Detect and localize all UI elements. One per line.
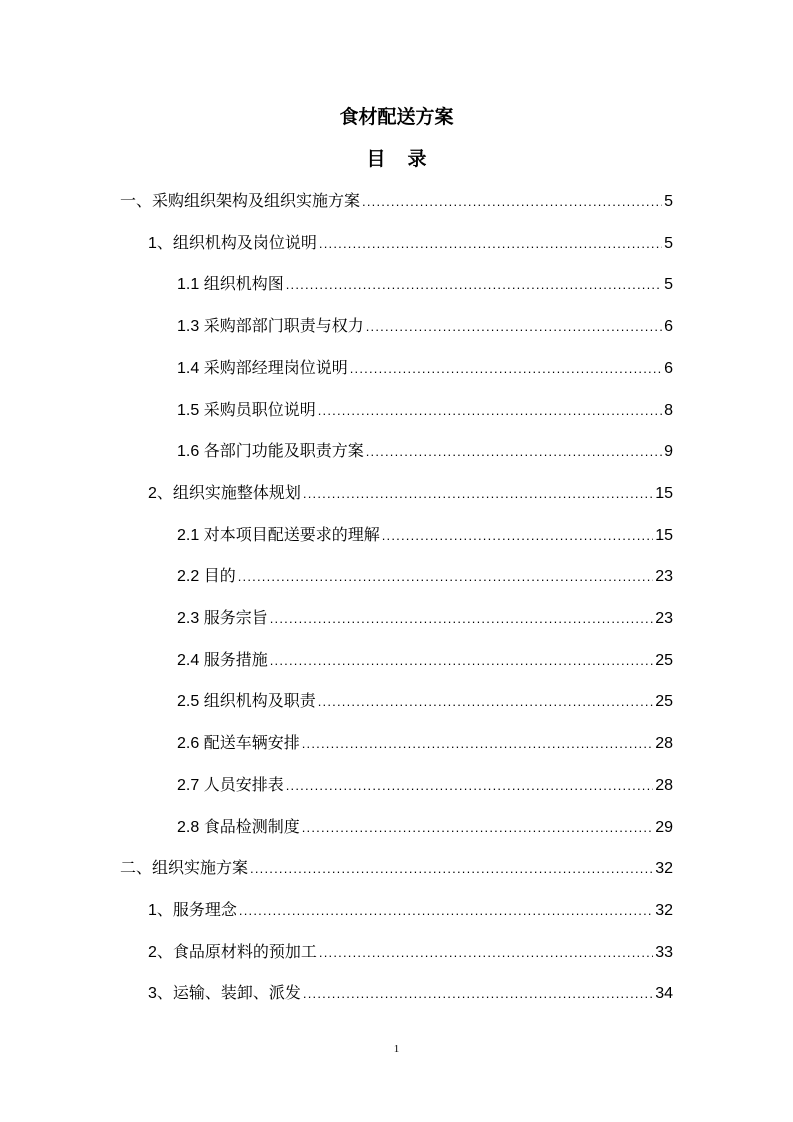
toc-entry-label — [148, 895, 239, 926]
toc-entry-page: 25 — [655, 693, 673, 711]
toc-entry-label — [177, 520, 382, 551]
toc-entry-page: 29 — [655, 818, 673, 836]
toc-entry-page: 6 — [664, 318, 673, 336]
toc-entry[interactable] — [177, 812, 673, 842]
toc-entry-label — [177, 686, 318, 717]
toc-entry-title: 各部门功能及职责方案 — [203, 441, 364, 461]
toc-entry[interactable] — [177, 311, 673, 341]
toc-entry-number: 1、 — [148, 901, 173, 919]
toc-entry-number: 2、 — [148, 943, 173, 961]
toc-entry[interactable] — [120, 186, 673, 216]
toc-entry-number: 二、 — [120, 860, 153, 878]
toc-entry-title: 配送车辆安排 — [203, 733, 300, 753]
toc-dot-leader — [239, 896, 653, 926]
toc-entry-label — [177, 728, 302, 759]
toc-dot-leader — [319, 229, 662, 259]
toc-entry-page: 5 — [664, 193, 673, 210]
toc-entry-number: 1.6 — [177, 443, 204, 461]
toc-entry-label — [177, 770, 286, 801]
toc-entry-page: 8 — [664, 401, 673, 419]
toc-entry[interactable] — [177, 645, 673, 675]
toc-entry-label — [148, 478, 303, 509]
toc-entry-title: 目的 — [203, 566, 236, 586]
toc-entry-title: 组织机构及岗位说明 — [172, 232, 317, 252]
toc-entry-title: 服务理念 — [172, 899, 237, 919]
toc-entry-number: 2.6 — [177, 735, 204, 753]
toc-entry-title: 服务宗旨 — [203, 608, 268, 627]
toc-entry[interactable] — [148, 478, 673, 508]
toc-entry-label — [177, 812, 302, 843]
toc-entry-number: 1.3 — [177, 318, 204, 336]
toc-entry-number: 2.1 — [177, 526, 204, 544]
toc-entry-number: 2.3 — [177, 610, 204, 627]
toc-entry-page: 9 — [664, 443, 673, 461]
toc-entry-page: 23 — [655, 610, 673, 627]
toc-entry-label — [177, 436, 366, 467]
toc-entry-number: 1.4 — [177, 359, 204, 377]
toc-entry-label — [148, 228, 319, 259]
toc-dot-leader — [350, 354, 662, 384]
toc-entry-title: 食品检测制度 — [203, 816, 300, 836]
toc-dot-leader — [319, 938, 653, 968]
toc-entry-label — [177, 353, 350, 384]
toc-entry[interactable] — [148, 228, 673, 258]
toc-entry-label — [120, 186, 362, 217]
toc-entry[interactable] — [148, 937, 673, 967]
toc-entry-page: 25 — [655, 651, 673, 669]
toc-entry-number: 1.5 — [177, 401, 204, 419]
toc-entry-number: 一、 — [120, 193, 153, 210]
toc-entry[interactable] — [177, 770, 673, 800]
toc-dot-leader — [366, 437, 662, 467]
toc-entry-label — [177, 603, 270, 634]
toc-dot-leader — [302, 729, 654, 759]
toc-entry-title: 组织实施方案 — [152, 858, 249, 878]
toc-dot-leader — [318, 396, 662, 426]
toc-entry-page: 5 — [664, 276, 673, 294]
toc-entry-title: 食品原材料的预加工 — [172, 941, 317, 961]
toc-entry-title: 对本项目配送要求的理解 — [203, 524, 380, 544]
toc-entry-number: 1.1 — [177, 276, 204, 294]
toc-entry[interactable] — [120, 853, 673, 883]
document-title: 食材配送方案 — [339, 106, 454, 128]
toc-entry-number: 2.2 — [177, 568, 204, 586]
toc-dot-leader — [303, 479, 653, 509]
toc-entry-title: 采购组织架构及组织实施方案 — [152, 191, 361, 210]
toc-entry-label — [120, 853, 250, 884]
toc-entry[interactable] — [177, 269, 673, 299]
toc-entry-title: 组织实施整体规划 — [172, 482, 301, 502]
toc-entry[interactable] — [177, 353, 673, 383]
toc-entry-page: 28 — [655, 776, 673, 794]
toc-entry-label — [148, 978, 303, 1009]
toc-entry[interactable] — [177, 686, 673, 716]
toc-entry-number: 2.8 — [177, 818, 204, 836]
toc-entry[interactable] — [177, 561, 673, 591]
toc-entry-page: 23 — [655, 568, 673, 586]
toc-dot-leader — [302, 813, 654, 843]
toc-entry-title: 运输、装卸、派发 — [172, 983, 301, 1003]
toc-entry[interactable] — [177, 520, 673, 550]
toc-entry-number: 1、 — [148, 234, 173, 252]
toc-entry-title: 人员安排表 — [203, 774, 284, 794]
toc-entry-title: 采购部经理岗位说明 — [203, 357, 348, 377]
toc-entry-title: 采购部部门职责与权力 — [203, 316, 364, 336]
toc-entry[interactable] — [177, 436, 673, 466]
toc-entry-number: 2、 — [148, 484, 173, 502]
toc-entry[interactable] — [177, 728, 673, 758]
toc-entry-label — [177, 561, 238, 592]
toc-entry[interactable] — [177, 603, 673, 633]
toc-entry-number: 2.5 — [177, 693, 204, 711]
toc-entry-title: 组织机构及职责 — [203, 691, 316, 711]
toc-entry-number: 2.7 — [177, 776, 204, 794]
toc-dot-leader — [318, 687, 654, 717]
toc-dot-leader — [382, 521, 654, 551]
toc-entry[interactable] — [177, 395, 673, 425]
toc-entry-title: 组织机构图 — [203, 274, 284, 294]
toc-entry-label — [148, 937, 319, 968]
toc-entry-page: 32 — [655, 860, 673, 878]
toc-dot-leader — [238, 562, 654, 592]
toc-dot-leader — [362, 187, 662, 217]
toc-entry[interactable] — [148, 978, 673, 1008]
toc-entry-page: 15 — [655, 484, 673, 502]
page-number: 1 — [393, 1043, 400, 1055]
toc-heading: 目录 — [366, 148, 449, 170]
toc-entry-page: 6 — [664, 359, 673, 377]
toc-dot-leader — [270, 604, 654, 634]
toc-entry[interactable] — [148, 895, 673, 925]
toc-dot-leader — [286, 270, 662, 300]
toc-entry-page: 34 — [655, 985, 673, 1003]
toc-entry-number: 2.4 — [177, 651, 204, 669]
toc-entry-page: 33 — [655, 943, 673, 961]
toc-entry-page: 32 — [655, 901, 673, 919]
toc-entry-page: 15 — [655, 526, 673, 544]
toc-dot-leader — [303, 979, 653, 1009]
toc-entry-label — [177, 645, 270, 676]
toc-dot-leader — [270, 646, 654, 676]
toc-dot-leader — [286, 771, 654, 801]
toc-entry-page: 5 — [664, 234, 673, 252]
toc-entry-number: 3、 — [148, 985, 173, 1003]
toc-dot-leader — [250, 854, 653, 884]
toc-entry-title: 服务措施 — [203, 649, 268, 669]
toc-entry-label — [177, 311, 366, 342]
toc-entry-label — [177, 395, 318, 426]
toc-entry-title: 采购员职位说明 — [203, 399, 316, 419]
toc-entry-page: 28 — [655, 735, 673, 753]
toc-entry-label — [177, 269, 286, 300]
toc-dot-leader — [366, 312, 662, 342]
